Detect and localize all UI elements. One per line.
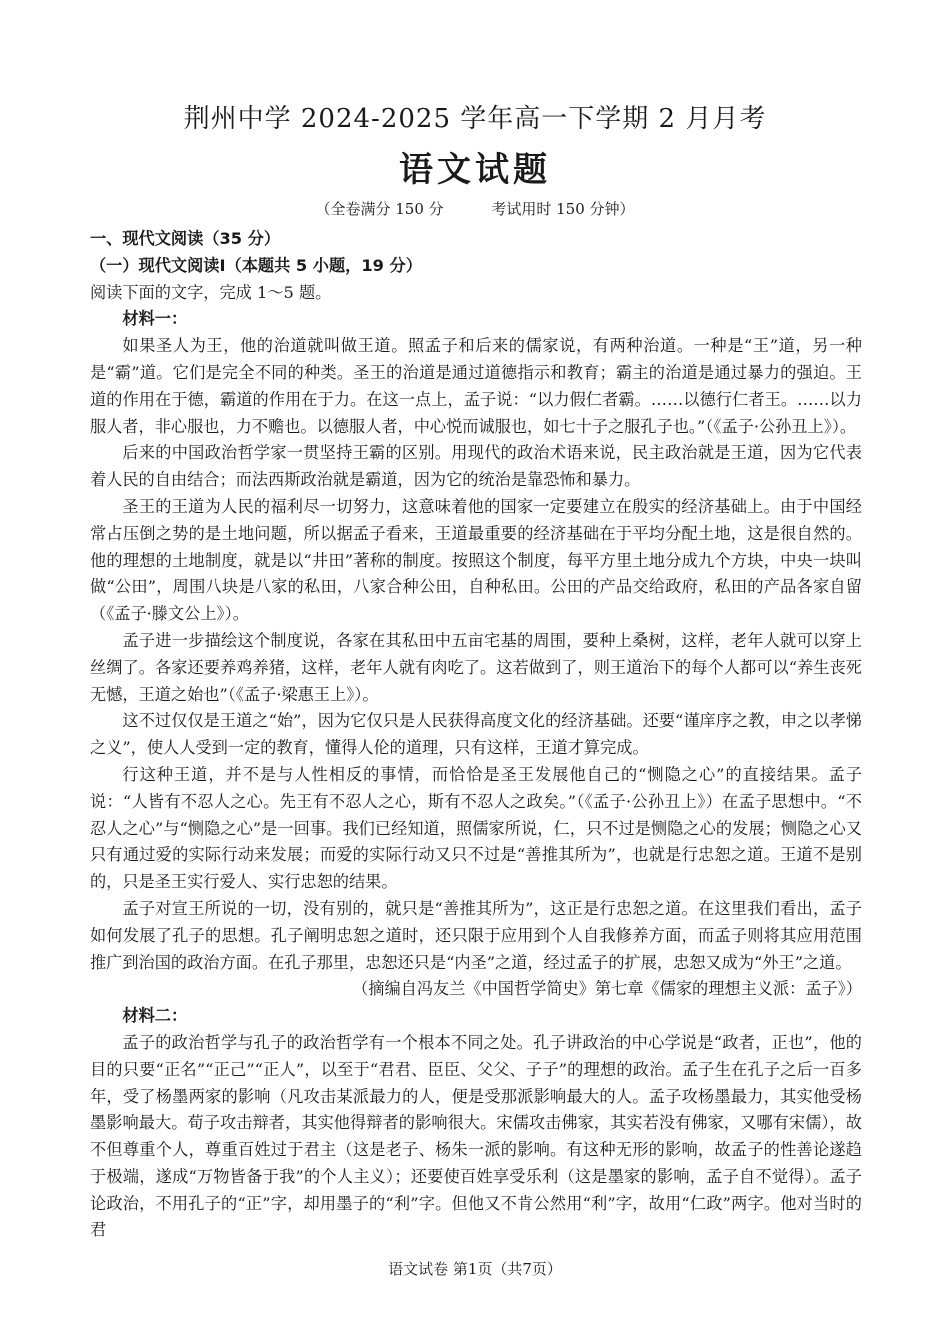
material1-paragraph: 这不过仅仅是王道之“始”，因为它仅只是人民获得高度文化的经济基础。还要“谨庠序之教，申之以孝悌之义”，使人人受到一定的教育，懂得人伦的道理，只有这样，王道才算完成。 [90, 711, 862, 758]
material1-paragraph: 圣王的王道为人民的福利尽一切努力，这意味着他的国家一定要建立在殷实的经济基础上。由于中国经常占压倒之势的是土地问题，所以据孟子看来，王道最重要的经济基础在于平均分配土地，这是很自然的。他的理想的土地制度，就是以“井田”著称的制度。按照这个制度，每平方里土地分成九个方块，中央一块叫做“公田”，周围八块是八家的私田，八家合种公田，自种私田。公田的产品交给政府，私田的产品各家自留（《孟子·滕文公上》）。 [90, 496, 862, 624]
section-heading: 一、现代文阅读（35 分） [90, 229, 281, 248]
exam-title: 荆州中学 2024-2025 学年高一下学期 2 月月考 [183, 104, 767, 134]
material1-paragraph: 如果圣人为王，他的治道就叫做王道。照孟子和后来的儒家说，有两种治道。一种是“王”道，另一种是“霸”道。它们是完全不同的种类。圣王的治道是通过道德指示和教育；霸主的治道是通过暴力的强迫。王道的作用在于德，霸道的作用在于力。在这一点上，孟子说：“以力假仁者霸。……以德行仁者王。……以力服人者，非心服也，力不赡也。以德服人者，中心悦而诚服也，如七十子之服孔子也。”（《孟子·公孙丑上》）。 [90, 336, 862, 436]
material1-source: （摘编自冯友兰《中国哲学简史》第七章《儒家的理想主义派：孟子》） [352, 979, 862, 999]
subject-title: 语文试题 [399, 150, 551, 190]
material2-paragraph: 孟子的政治哲学与孔子的政治哲学有一个根本不同之处。孔子讲政治的中心学说是“政者，正也”，他的目的只要“正名”“正己”“正人”，以至于“君君、臣臣、父父、子子”的理想的政治。孟子生在孔子之后一百多年，受了杨墨两家的影响（凡攻击某派最力的人，便是受那派影响最大的人。孟子攻杨墨最力，其实他受杨墨影响最大。荀子攻击辩者，其实他得辩者的影响很大。宋儒攻击佛家，其实若没有佛家，又哪有宋儒），故不但尊重个人，尊重百姓过于君主（这是老子、杨朱一派的影响。有这种无形的影响，故孟子的性善论遂趋于极端，遂成“万物皆备于我”的个人主义）；还要使百姓享受乐利（这是墨家的影响，孟子自不觉得）。孟子论政治，不用孔子的“正”字，却用墨子的“利”字。但他又不肯公然用“利”字，故用“仁政”两字。他对当时的君 [90, 1032, 862, 1240]
page-footer: 语文试卷 第1页（共7页） [388, 1260, 562, 1278]
material1-paragraph: 行这种王道，并不是与人性相反的事情，而恰恰是圣王发展他自己的“恻隐之心”的直接结果。孟子说：“人皆有不忍人之心。先王有不忍人之心，斯有不忍人之政矣。”（《孟子·公孙丑上》）在孟子思想中。“不忍人之心”与“恻隐之心”是一回事。我们已经知道，照儒家所说，仁，只不过是恻隐之心的发展；恻隐之心又只有通过爱的实际行动来发展；而爱的实际行动又只不过是“善推其所为”，也就是行忠恕之道。王道不是别的，只是圣王实行爱人、实行忠恕的结果。 [90, 764, 862, 892]
material1-paragraph: 后来的中国政治哲学家一贯坚持王霸的区别。用现代的政治术语来说，民主政治就是王道，因为它代表着人民的自由结合；而法西斯政治就是霸道，因为它的统治是靠恐怖和暴力。 [90, 443, 862, 490]
instruction: 阅读下面的文字，完成 1～5 题。 [90, 282, 332, 302]
material1-paragraph: 孟子进一步描绘这个制度说，各家在其私田中五亩宅基的周围，要种上桑树，这样，老年人就可以穿上丝绸了。各家还要养鸡养猪，这样，老年人就有肉吃了。这若做到了，则王道治下的每个人都可以“养生丧死无憾，王道之始也”（《孟子·梁惠王上》）。 [90, 630, 862, 704]
material2-label: 材料二： [122, 1006, 188, 1026]
material1-paragraph: 孟子对宣王所说的一切，没有别的，就只是“善推其所为”，这正是行忠恕之道。在这里我们看出，孟子如何发展了孔子的思想。孔子阐明忠恕之道时，还只限于应用到个人自我修养方面，而孟子则将其应用范围推广到治国的政治方面。在孔子那里，忠恕还只是“内圣”之道，经过孟子的扩展，忠恕又成为“外王”之道。 [90, 898, 862, 972]
exam-meta: （全卷满分 150 分 考试用时 150 分钟） [315, 200, 635, 218]
content [90, 226, 862, 1244]
material1-label: 材料一： [122, 309, 188, 329]
subsection-heading: （一）现代文阅读Ⅰ（本题共 5 小题，19 分） [90, 255, 422, 275]
